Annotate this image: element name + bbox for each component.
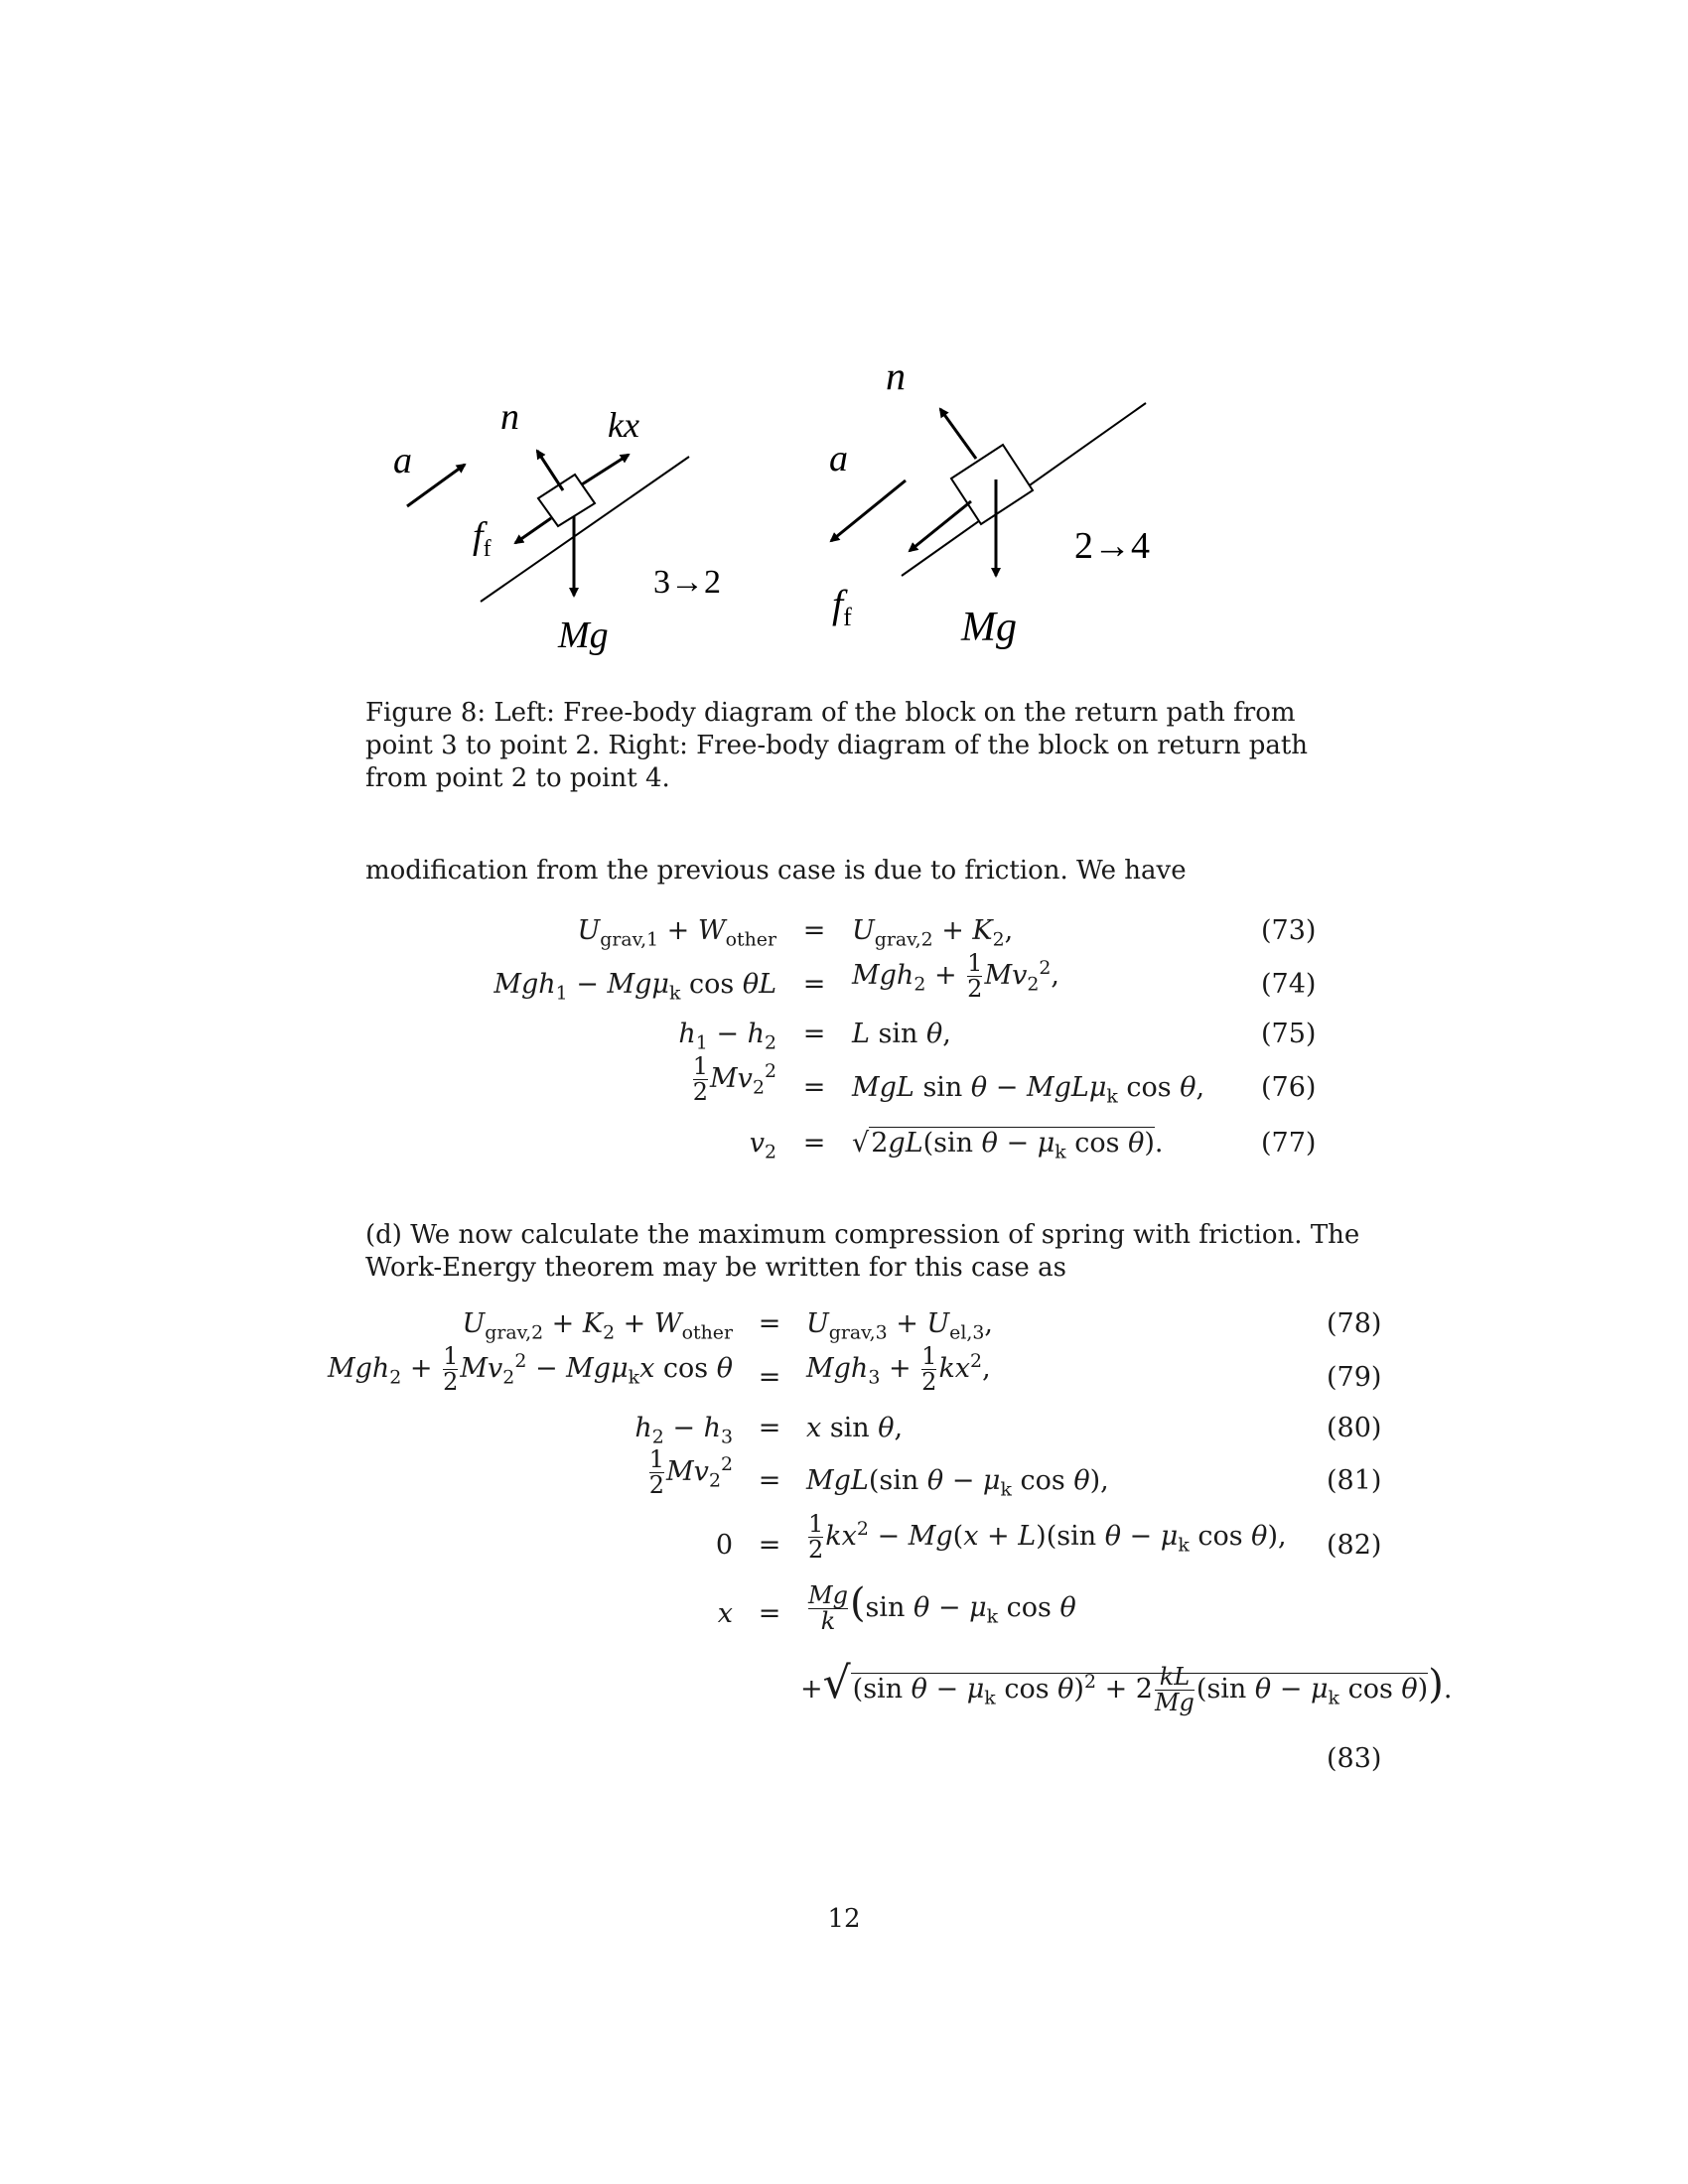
eq76-equals: = [802,1072,826,1103]
eq80-rhs: x sin θ, [806,1413,904,1443]
eq83-rhs-line2: +√(sin $\theta - \mu_k$ cos θ)$^2$ + 2 $\frac{kL}{Mg}$ (sin $\theta - \mu_k$ cos θ)). [800,1658,1453,1716]
page-number: 12 [827,1904,861,1934]
right-free-body-diagram [829,353,1150,650]
eq74-lhs: Mgh$_1$ − Mgμ$_k$ cos θL [493,969,776,1005]
eq74-rhs: Mgh$_2$ + $\frac{1}{2}$ $Mv_2^2$, [852,949,1059,1004]
right-block [951,445,1033,524]
eq75-equals: = [802,1019,826,1049]
paragraph-friction-intro: modification from the previous case is due to friction. We have [365,856,1187,886]
eq75-rhs: L sin θ, [852,1019,951,1049]
eq73-rhs: $U_{grav,2} + K_2$, [852,915,1014,951]
eq83-number: (83) [1327,1743,1382,1774]
eq78-number: (78) [1327,1308,1382,1339]
eq83-lhs: x [717,1598,733,1629]
eq78-equals: = [758,1308,781,1339]
right-label-a: a [829,438,848,479]
eq73-number: (73) [1261,915,1317,946]
left-label-kx: kx [608,405,639,445]
eq77-rhs: √2gL(sin $\theta - \mu_k$ cos θ). [852,1128,1164,1163]
eq79-rhs: Mgh$_3$ + $\frac{1}{2}$ $kx^2$, [806,1342,991,1397]
eq76-rhs: MgL sin θ − MgLμ$_k$ cos θ, [852,1072,1205,1108]
eq82-rhs: $\frac{1}{2}$ $kx^2 - Mg(x + L)(\sin$ $\theta - \mu_k$ cos θ), [808,1510,1287,1565]
right-label-n: n [886,353,906,398]
left-label-ff: $f_f$ [473,515,492,562]
left-spring-force-arrow [582,455,629,484]
right-normal-arrow [940,409,976,459]
free-body-diagrams-figure [0,0,1688,695]
right-label-ff: $f_f$ [832,582,852,631]
eq79-equals: = [758,1362,781,1393]
eq80-number: (80) [1327,1413,1382,1443]
left-label-path: 3→2 [653,564,721,601]
eq83-equals: = [758,1598,781,1629]
eq82-equals: = [758,1530,781,1561]
eq78-rhs: $U_{grav,3} + U_{el,3}$, [806,1308,994,1344]
eq73-equals: = [802,915,826,946]
eq76-number: (76) [1261,1072,1317,1103]
eq81-equals: = [758,1465,781,1496]
eq75-number: (75) [1261,1019,1317,1049]
eq79-lhs: Mgh$_2$ + $\frac{1}{2}$ $Mv_2^2 - Mg\mu_kx$ cos θ [327,1342,733,1397]
eq74-equals: = [802,969,826,1000]
left-free-body-diagram [393,396,721,656]
left-friction-arrow [515,518,551,543]
left-label-mg: Mg [558,614,609,656]
eq78-lhs: $U_{grav,2} + K_2 + W_{other}$ [462,1308,733,1344]
eq81-lhs: $\frac{1}{2}$ $Mv_2^2$ [648,1445,733,1500]
eq81-number: (81) [1327,1465,1382,1496]
left-acceleration-arrow [407,465,465,506]
left-label-a: a [393,440,412,481]
eq80-lhs: $h_2 - h_3$ [634,1413,733,1448]
eq83-rhs-line1: $\frac{Mg}{k}$ (sin $\theta - \mu_k$ cos θ [808,1580,1076,1635]
left-normal-arrow [537,451,563,490]
right-friction-arrow [910,501,971,551]
eq77-equals: = [802,1128,826,1159]
eq75-lhs: $h_1 - h_2$ [678,1019,776,1054]
eq73-lhs: $U_{grav,1} + W_{other}$ [577,915,776,951]
right-label-mg: Mg [961,605,1017,650]
eq82-number: (82) [1327,1530,1382,1561]
right-label-path: 2→4 [1074,525,1150,567]
eq77-number: (77) [1261,1128,1317,1159]
eq82-lhs: 0 [715,1530,733,1561]
paragraph-max-compression: (d) We now calculate the maximum compression of spring with friction. The Work-Energy theorem may be written for this case as [365,1220,1360,1283]
left-label-n: n [500,396,519,438]
eq76-lhs: $\frac{1}{2}$ $Mv_2^2$ [692,1052,776,1107]
eq74-number: (74) [1261,969,1317,1000]
eq81-rhs: MgL(sin $\theta - \mu_k$ cos θ), [806,1465,1109,1501]
figure-caption: Figure 8: Left: Free-body diagram of the block on the return path from point 3 to point 2. Right: Free-body diagram of the block on return path from point 2 to point 4. [365,698,1309,793]
eq77-lhs: $v_2$ [749,1128,776,1163]
eq80-equals: = [758,1413,781,1443]
right-acceleration-arrow [831,480,906,541]
eq79-number: (79) [1327,1362,1382,1393]
